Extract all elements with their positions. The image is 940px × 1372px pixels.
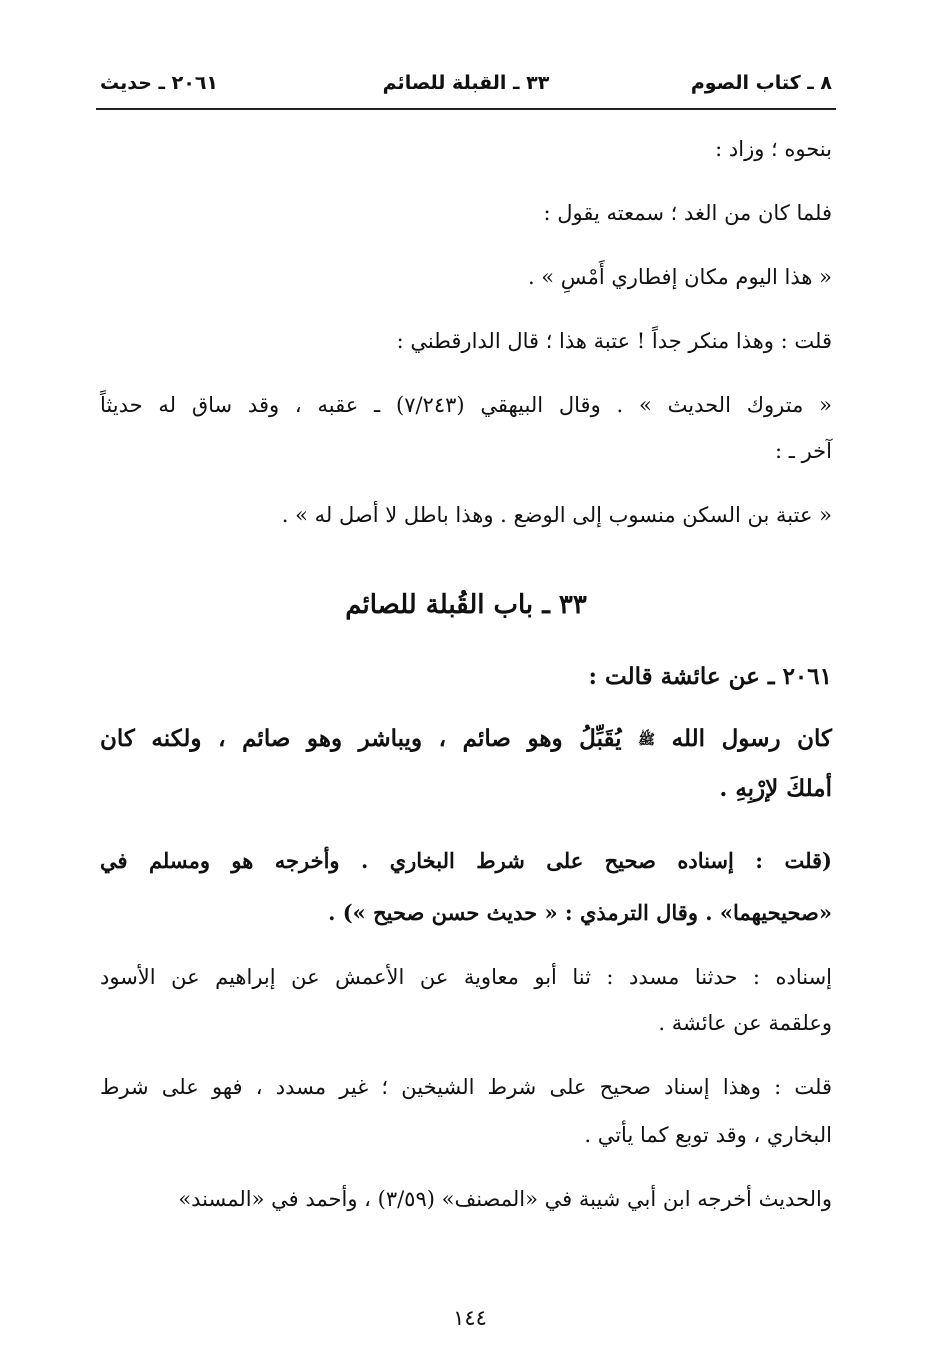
section-title: ٣٣ ـ باب القُبلة للصائم: [345, 590, 587, 620]
hadith-text-line: أملكَ لإرْبِهِ .: [719, 775, 832, 802]
text-line: فلما كان من الغد ؛ سمعته يقول :: [543, 201, 832, 225]
page-number: ١٤٤: [453, 1306, 487, 1330]
header-book-title: ٨ ـ كتاب الصوم: [690, 72, 832, 94]
hadith-number-line: ٢٠٦١ ـ عن عائشة قالت :: [588, 663, 832, 690]
text-line: « متروك الحديث » . وقال البيهقي (٧/٢٤٣) ـ عقبه ، وقد ساق له حديثاً: [100, 393, 832, 417]
text-line: « عتبة بن السكن منسوب إلى الوضع . وهذا باطل لا أصل له » .: [281, 503, 832, 527]
header-hadith-number: ٢٠٦١ ـ حديث: [100, 72, 219, 94]
text-line: قلت : وهذا منكر جداً ! عتبة هذا ؛ قال الدارقطني :: [396, 329, 832, 353]
text-line: بنحوه ؛ وزاد :: [715, 137, 832, 161]
commentary-line: قلت : وهذا إسناد صحيح على شرط الشيخين ؛ غير مسدد ، فهو على شرط: [100, 1075, 832, 1099]
text-line: آخر ـ :: [775, 439, 832, 463]
isnad-line: وعلقمة عن عائشة .: [658, 1011, 832, 1035]
hadith-text-part: يُقَبِّلُ وهو صائم ، ويباشر وهو صائم ، ولكنه كان: [100, 725, 622, 752]
grading-line: (قلت : إسناده صحيح على شرط البخاري . وأخرجه هو ومسلم في: [100, 848, 832, 873]
header-divider: [96, 108, 836, 110]
salutation-glyph: ﷺ: [638, 732, 656, 748]
commentary-line: البخاري ، وقد توبع كما يأتي .: [584, 1123, 832, 1147]
hadith-text-part: كان رسول الله: [671, 725, 832, 752]
hadith-text-line: [100, 724, 832, 755]
header-chapter-title: ٣٣ ـ القبلة للصائم: [382, 72, 550, 94]
commentary-line: والحديث أخرجه ابن أبي شيبة في «المصنف» (٣/٥٩) ، وأحمد في «المسند»: [178, 1187, 832, 1211]
text-line: « هذا اليوم مكان إفطاري أَمْسِ » .: [527, 265, 832, 289]
isnad-line: إسناده : حدثنا مسدد : ثنا أبو معاوية عن الأعمش عن إبراهيم عن الأسود: [100, 965, 832, 989]
grading-line: «صحيحيهما» . وقال الترمذي : « حديث حسن صحيح ») .: [328, 900, 832, 925]
running-header: [96, 72, 836, 106]
